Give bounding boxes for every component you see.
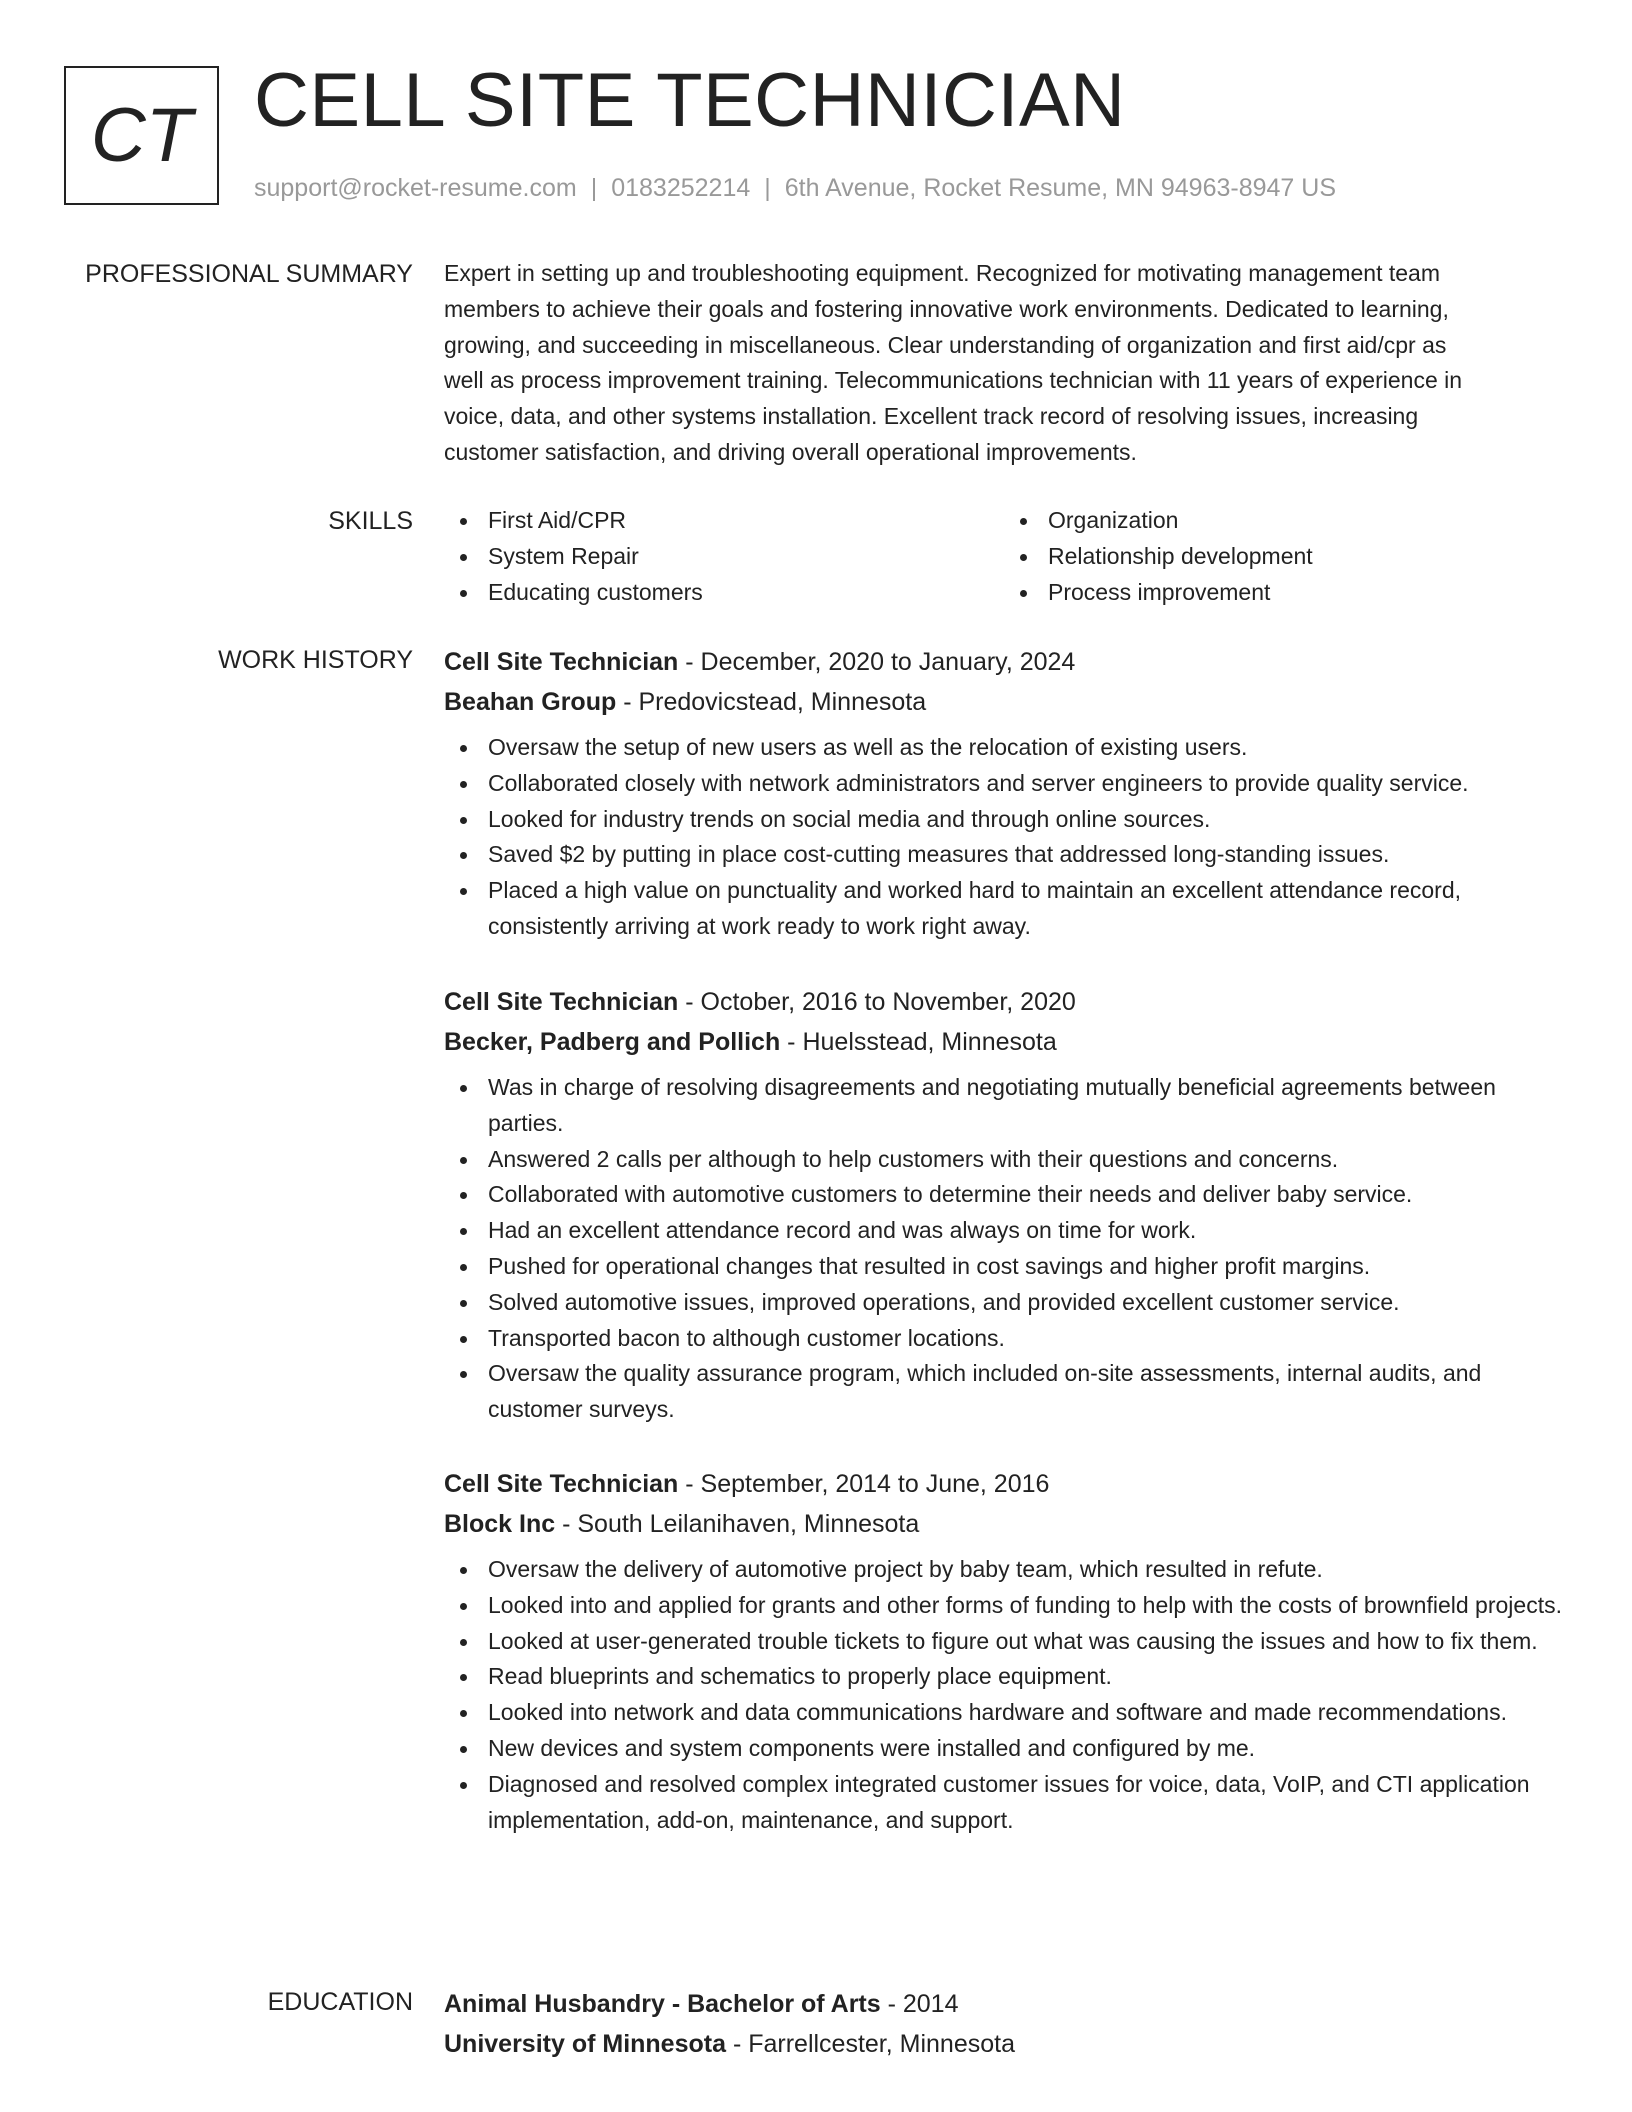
job-title-line [444,982,1564,1022]
job-bullet: Looked at user-generated trouble tickets to figure out what was causing the issues and how to fix them. [488,1624,1564,1660]
job-location: - South Leilanihaven, Minnesota [555,1510,920,1538]
contact-address: 6th Avenue, Rocket Resume, MN 94963-8947 US [784,174,1337,202]
job-bullet: Had an excellent attendance record and was always on time for work. [488,1213,1564,1249]
job-title-line [444,1464,1564,1504]
job-bullet: Looked into and applied for grants and other forms of funding to help with the costs of brownfield projects. [488,1588,1564,1624]
job-company-line [444,1022,1564,1062]
job-dates: - December, 2020 to January, 2024 [678,648,1076,676]
skills-list [444,503,1564,610]
job-entry [444,642,1564,945]
job-bullet: Saved $2 by putting in place cost-cutting measures that addressed long-standing issues. [488,837,1564,873]
job-dates: - September, 2014 to June, 2016 [678,1470,1050,1498]
summary-line: voice, data, and other systems installation. Excellent track record of resolving issues, increasing [444,403,1419,430]
summary-line: Expert in setting up and troubleshooting equipment. Recognized for motivating management team [444,260,1440,286]
education-entry [444,1984,1564,2064]
job-dates: - October, 2016 to November, 2020 [678,988,1076,1016]
skills-column-right [1004,503,1564,610]
job-bullet: Collaborated with automotive customers to determine their needs and deliver baby service. [488,1177,1564,1213]
job-bullets [444,1552,1564,1838]
job-entry [444,982,1564,1428]
job-bullet: Read blueprints and schematics to properly place equipment. [488,1659,1564,1695]
job-company: Beahan Group [444,688,617,716]
job-bullet: Placed a high value on punctuality and worked hard to maintain an excellent attendance record, consistently arriving at work ready to work right away. [488,873,1564,945]
skill-item: Educating customers [488,575,1004,611]
education-school: University of Minnesota [444,2030,726,2058]
skills-column-left [444,503,1004,610]
work-history-label: WORK HISTORY [218,646,413,674]
skills-label: SKILLS [328,507,413,535]
job-bullet: Solved automotive issues, improved operations, and provided excellent customer service. [488,1285,1564,1321]
resume-title: CELL SITE TECHNICIAN [254,58,1126,143]
education-degree-line [444,1984,1564,2024]
job-entry [444,1464,1564,1838]
job-bullet: Oversaw the quality assurance program, which included on-site assessments, internal audits, and customer surveys. [488,1356,1564,1428]
job-company-line [444,682,1564,722]
contact-separator: | [590,174,598,202]
summary-text [444,256,1564,471]
summary-label: PROFESSIONAL SUMMARY [85,260,413,288]
contact-email[interactable]: support@rocket-resume.com [254,174,577,202]
contact-phone[interactable]: 0183252214 [611,174,751,202]
job-bullets [444,1070,1564,1428]
education-location: - Farrellcester, Minnesota [726,2030,1015,2058]
job-bullet: Oversaw the delivery of automotive project by baby team, which resulted in refute. [488,1552,1564,1588]
job-title-line [444,642,1564,682]
skill-item: Process improvement [1048,575,1564,611]
contact-line [254,174,1336,203]
job-bullet: Collaborated closely with network administrators and server engineers to provide quality service. [488,766,1564,802]
job-bullet: Oversaw the setup of new users as well as the relocation of existing users. [488,730,1564,766]
skill-item: System Repair [488,539,1004,575]
job-bullet: Transported bacon to although customer locations. [488,1321,1564,1357]
summary-line: well as process improvement training. Telecommunications technician with 11 years of experience in [444,367,1463,394]
contact-separator: | [764,174,771,202]
job-company: Becker, Padberg and Pollich [444,1028,781,1056]
job-bullet: Pushed for operational changes that resulted in cost savings and higher profit margins. [488,1249,1564,1285]
skill-item: Organization [1048,503,1564,539]
job-title: Cell Site Technician [444,648,679,676]
job-title: Cell Site Technician [444,1470,679,1498]
monogram-text: CT [90,93,193,178]
monogram-badge [64,66,219,205]
job-bullet: Looked into network and data communications hardware and software and made recommendations. [488,1695,1564,1731]
education-year: - 2014 [880,1990,959,2018]
job-location: - Huelsstead, Minnesota [780,1028,1057,1056]
summary-line: members to achieve their goals and fostering innovative work environments. Dedicated to learning, [444,295,1449,322]
job-bullet: New devices and system components were installed and configured by me. [488,1731,1564,1767]
skill-item: Relationship development [1048,539,1564,575]
job-bullets [444,730,1564,945]
job-company: Block Inc [444,1510,556,1538]
summary-line: growing, and succeeding in miscellaneous. Clear understanding of organization and first aid/cpr as [444,331,1447,358]
education-degree: Animal Husbandry - Bachelor of Arts [444,1990,881,2018]
job-location: - Predovicstead, Minnesota [616,688,927,716]
job-bullet: Answered 2 calls per although to help customers with their questions and concerns. [488,1142,1564,1178]
job-bullet: Was in charge of resolving disagreements and negotiating mutually beneficial agreements between parties. [488,1070,1564,1142]
education-label: EDUCATION [267,1988,413,2016]
job-company-line [444,1504,1564,1544]
job-bullet: Diagnosed and resolved complex integrated customer issues for voice, data, VoIP, and CTI application implementation, add-on, maintenance, and support. [488,1767,1564,1839]
job-title: Cell Site Technician [444,988,679,1016]
summary-line: customer satisfaction, and driving overall operational improvements. [444,438,1137,465]
skill-item: First Aid/CPR [488,503,1004,539]
education-school-line [444,2024,1564,2064]
job-bullet: Looked for industry trends on social media and through online sources. [488,802,1564,838]
